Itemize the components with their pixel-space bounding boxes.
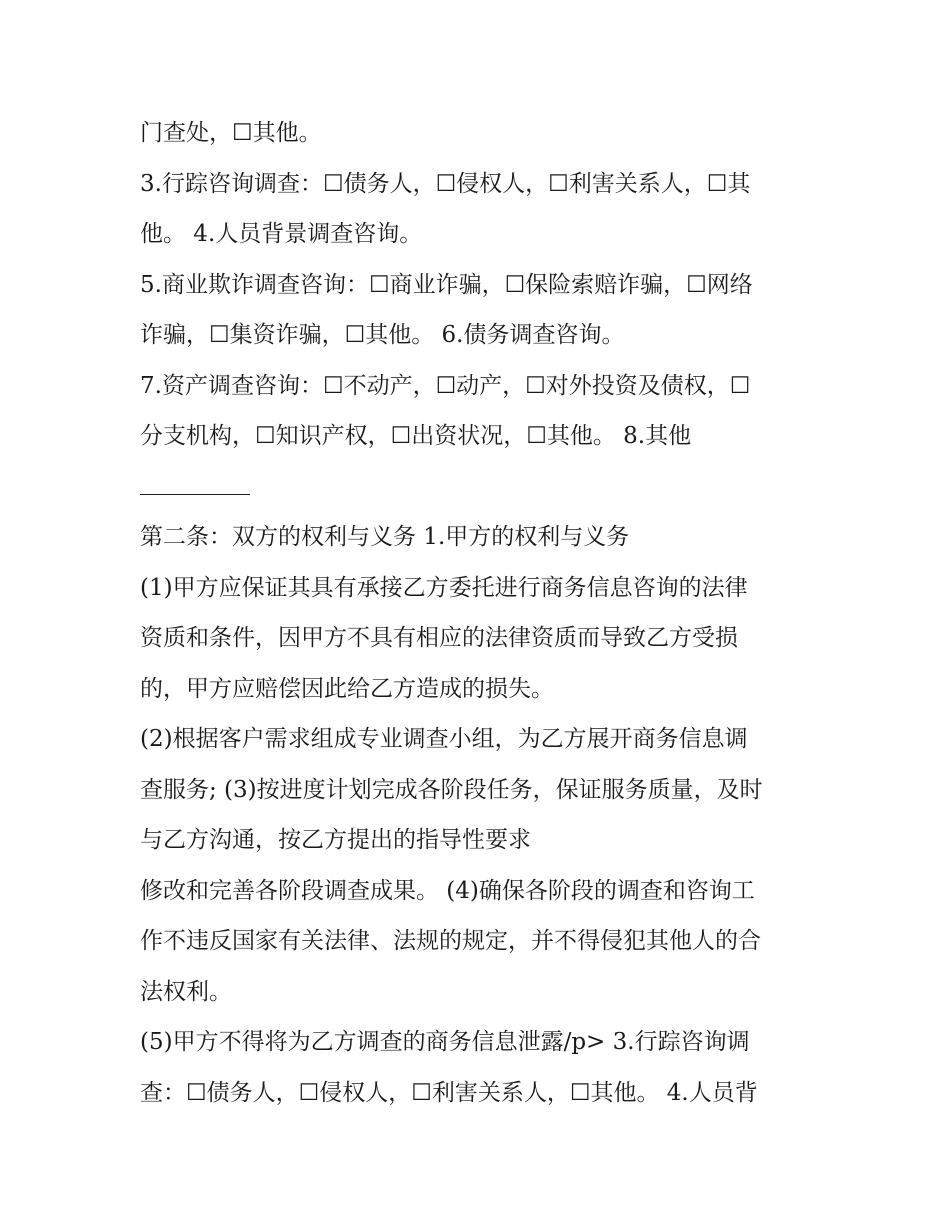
- text-line: 修改和完善各阶段调查成果。 (4)确保各阶段的调查和咨询工: [140, 877, 755, 904]
- text-line: 7.资产调查咨询：☐不动产，☐动产，☐对外投资及债权，☐: [140, 372, 751, 399]
- text-line: (2)根据客户需求组成专业调查小组，为乙方展开商务信息调: [140, 726, 748, 752]
- text-line: (1)甲方应保证其具有承接乙方委托进行商务信息咨询的法律: [140, 574, 748, 601]
- text-line: 诈骗，☐集资诈骗，☐其他。 6.债务调查咨询。: [140, 322, 625, 348]
- text-line: 法权利。: [140, 978, 232, 1005]
- text-line: 作不违反国家有关法律、法规的规定，并不得侵犯其他人的合: [140, 928, 761, 954]
- text-line: (5)甲方不得将为乙方调查的商务信息泄露/p> 3.行踪咨询调: [140, 1029, 750, 1055]
- text-line: 门查处，☐其他。: [140, 120, 322, 146]
- section-heading: 第二条：双方的权利与义务 1.甲方的权利与义务: [140, 524, 630, 550]
- text-line: 查服务; (3)按进度计划完成各阶段任务，保证服务质量，及时: [140, 776, 763, 803]
- text-line: 资质和条件，因甲方不具有相应的法律资质而导致乙方受损: [140, 625, 738, 651]
- text-line: 分支机构，☐知识产权，☐出资状况，☐其他。 8.其他: [140, 423, 692, 449]
- text-line: 与乙方沟通，按乙方提出的指导性要求: [140, 827, 531, 853]
- text-line: 3.行踪咨询调查：☐债务人，☐侵权人，☐利害关系人，☐其: [140, 170, 751, 197]
- text-line: 的，甲方应赔偿因此给乙方造成的损失。: [140, 675, 554, 702]
- underline-blank: [140, 494, 250, 495]
- document-body: [140, 108, 820, 1118]
- text-line: 5.商业欺诈调查咨询：☐商业诈骗，☐保险索赔诈骗，☐网络: [140, 271, 753, 298]
- text-line: 查：☐债务人，☐侵权人，☐利害关系人，☐其他。 4.人员背: [140, 1079, 758, 1106]
- text-line: 他。 4.人员背景调查咨询。: [140, 221, 423, 247]
- blank-fill-line: [140, 462, 820, 513]
